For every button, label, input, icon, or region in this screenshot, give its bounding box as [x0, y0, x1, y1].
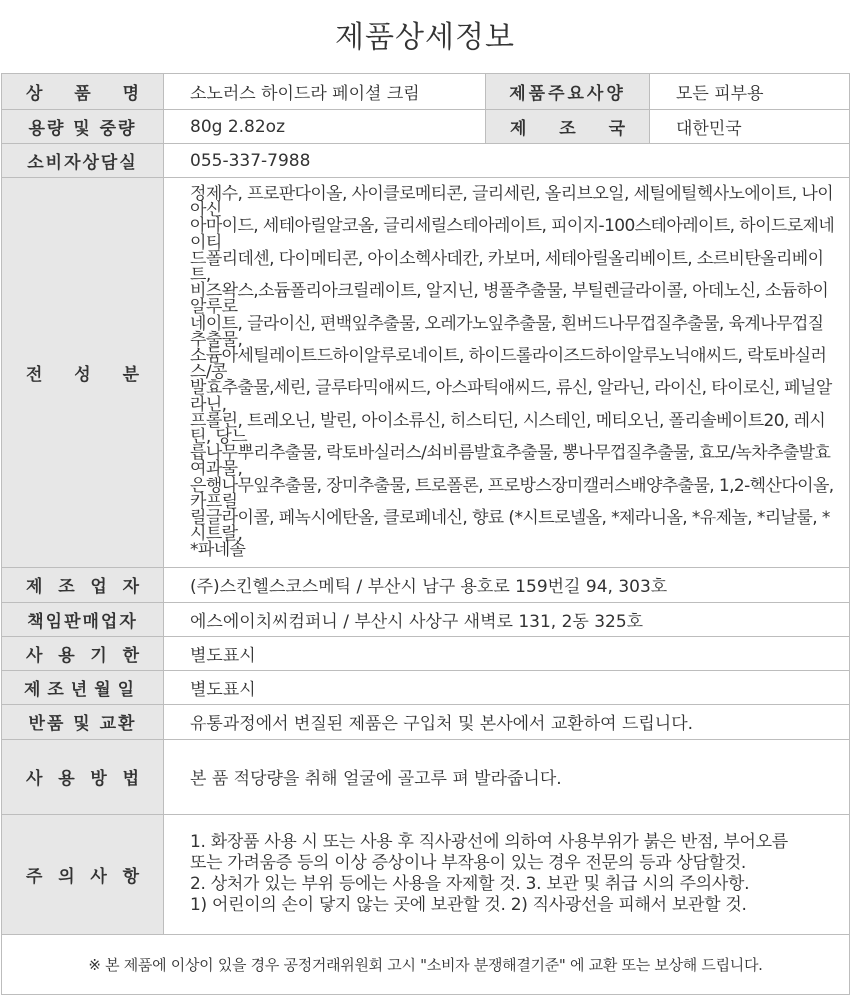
product-name-label: 상 품 명 — [2, 74, 164, 110]
row-volume — [2, 110, 850, 144]
distributor-label: 책임판매업자 — [2, 602, 164, 636]
ingredients-line: 은행나무잎추출물, 장미추출물, 트로폴론, 프로방스장미캘러스배양추출물, 1,2-헥산다이올, 카프릴 — [190, 475, 834, 512]
caution-line: 1. 화장품 사용 시 또는 사용 후 직사광선에 의하여 사용부위가 붉은 반점, 부어오름 — [190, 832, 788, 853]
notice-text: ※ 본 제품에 이상이 있을 경우 공정거래위원회 고시 "소비자 분쟁해결기준" 에 교환 또는 보상해 드립니다. — [2, 934, 850, 994]
row-ingredients — [2, 178, 850, 568]
row-return — [2, 704, 850, 739]
expiry-value: 별도표시 — [164, 636, 850, 670]
usage-value: 본 품 적당량을 취해 얼굴에 골고루 펴 발라줍니다. — [164, 739, 850, 814]
mfg-date-value: 별도표시 — [164, 670, 850, 704]
ingredients-label: 전 성 분 — [2, 178, 164, 568]
row-product-name — [2, 74, 850, 110]
caution-line: 1) 어린이의 손이 닿지 않는 곳에 보관할 것. 2) 직사광선을 피해서 보관할 것. — [190, 895, 747, 916]
ingredients-line: 프롤린, 트레오닌, 발린, 아이소류신, 히스티딘, 시스테인, 메티오닌, 폴리솔베이트20, 레시틴, 당느 — [190, 410, 826, 448]
volume-value: 80g 2.82oz — [164, 110, 486, 144]
product-spec-value: 모든 피부용 — [650, 74, 850, 110]
country-value: 대한민국 — [650, 110, 850, 144]
row-consultation — [2, 144, 850, 178]
manufacturer-label: 제 조 업 자 — [2, 567, 164, 602]
caution-value — [164, 814, 850, 934]
consultation-value: 055-337-7988 — [164, 144, 850, 178]
expiry-label: 사 용 기 한 — [2, 636, 164, 670]
caution-label: 주 의 사 항 — [2, 814, 164, 934]
row-expiry — [2, 636, 850, 670]
ingredients-line: 정제수, 프로판다이올, 사이클로메티콘, 글리세린, 올리브오일, 세틸에틸헥사노에이트, 나이아신 — [190, 184, 834, 221]
ingredients-line: 아마이드, 세테아릴알코올, 글리세릴스테아레이트, 피이지-100스테아레이트, 하이드로제네이티 — [190, 216, 835, 253]
ingredients-line: 비즈왁스,소듐폴리아크릴레이트, 알지닌, 병풀추출물, 부틸렌글라이콜, 아데노신, 소듐하이알루로 — [190, 281, 829, 318]
ingredients-value — [164, 178, 850, 568]
spec-table — [1, 73, 850, 995]
row-usage — [2, 739, 850, 814]
usage-label: 사 용 방 법 — [2, 739, 164, 814]
country-label: 제 조 국 — [486, 110, 650, 144]
caution-line: 2. 상처가 있는 부위 등에는 사용을 자제할 것. 3. 보관 및 취급 시의 주의사항. — [190, 874, 750, 895]
row-distributor — [2, 602, 850, 636]
ingredients-line: 드폴리데센, 다이메티콘, 아이소헥사데칸, 카보머, 세테아릴올리베이트, 소르비탄올리베이트, — [190, 248, 824, 286]
manufacturer-value: (주)스킨헬스코스메틱 / 부산시 남구 용호로 159번길 94, 303호 — [164, 567, 850, 602]
row-caution — [2, 814, 850, 934]
ingredients-line: 릴글라이콜, 페녹시에탄올, 클로페네신, 향료 (*시트로넬올, *제라니올, *유제놀, *리날룰, *시트랄, — [190, 508, 830, 545]
consultation-label: 소비자상담실 — [2, 144, 164, 178]
product-spec-label: 제품주요사양 — [486, 74, 650, 110]
volume-label: 용량 및 중량 — [2, 110, 164, 144]
return-value: 유통과정에서 변질된 제품은 구입처 및 본사에서 교환하여 드립니다. — [164, 704, 850, 739]
row-mfg-date — [2, 670, 850, 704]
row-notice — [2, 934, 850, 994]
distributor-value: 에스에이치씨컴퍼니 / 부산시 사상구 새벽로 131, 2동 325호 — [164, 602, 850, 636]
return-label: 반품 및 교환 — [2, 704, 164, 739]
page-title: 제품상세정보 — [335, 20, 515, 55]
mfg-date-label: 제조년월일 — [2, 670, 164, 704]
ingredients-line: 발효추출물,세린, 글루타믹애씨드, 아스파틱애씨드, 류신, 알라닌, 라이신, 타이로신, 페닐알라닌, — [190, 378, 832, 415]
ingredients-line: 소듐아세틸레이트드하이알루로네이트, 하이드롤라이즈드하이알루노닉애씨드, 락토바실러스/콩 — [190, 346, 827, 383]
ingredients-line: *파네솔 — [190, 540, 246, 561]
caution-line: 또는 가려움증 등의 이상 증상이나 부작용이 있는 경우 전문의 등과 상담할것. — [190, 853, 746, 874]
row-manufacturer — [2, 567, 850, 602]
ingredients-line: 릅나무뿌리추출물, 락토바실러스/쇠비름발효추출물, 뽕나무껍질추출물, 효모/녹차추출발효여과물, — [190, 443, 831, 480]
ingredients-line: 네이트, 글라이신, 편백잎추출물, 오레가노잎추출물, 흰버드나무껍질추출물, 육계나무껍질추출물, — [190, 313, 824, 350]
product-name-value: 소노러스 하이드라 페이셜 크림 — [164, 74, 486, 110]
